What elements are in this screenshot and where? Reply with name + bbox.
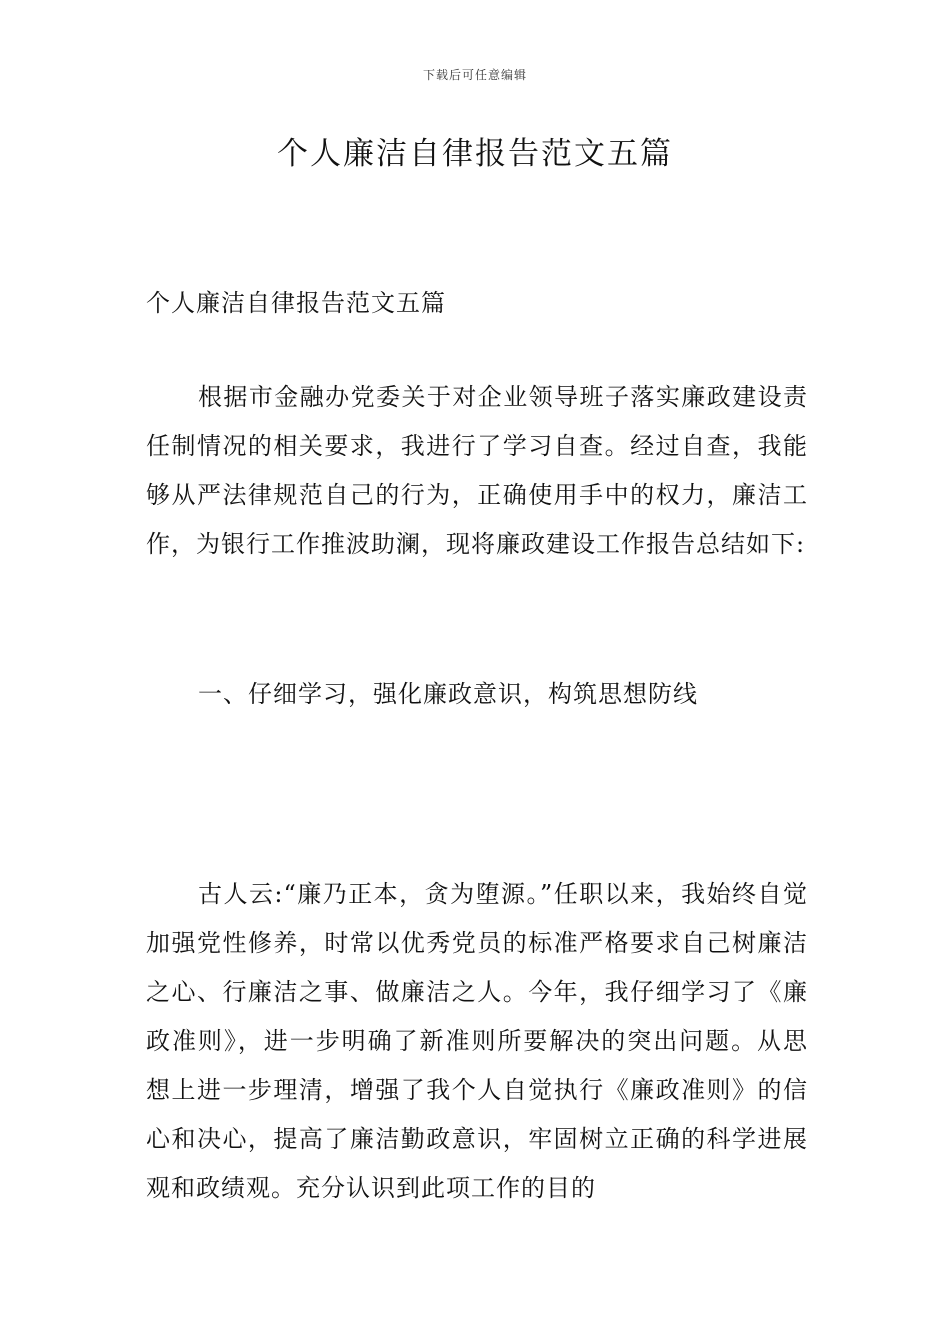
header-note: 下载后可任意编辑 (422, 68, 527, 82)
paragraph-section-1: 古人云:“廉乃正本，贪为堕源。”任职以来，我始终自觉加强党性修养，时常以优秀党员的标准严格要求自己树廉洁之心、行廉洁之事、做廉洁之人。今年，我仔细学习了《廉政准则》，进一步明确了新准则所要解决的突出问题。从思想上进一步理清，增强了我个人自觉执行《廉政准则》的信心和决心，提高了廉洁勤政意识，牢固树立正确的科学进展观和政绩观。充分认识到此项工作的目的 (146, 880, 808, 1202)
document-subtitle: 个人廉洁自律报告范文五篇 (146, 289, 446, 317)
document-title: 个人廉洁自律报告范文五篇 (277, 136, 673, 172)
section-heading-1: 一、仔细学习，强化廉政意识，构筑思想防线 (198, 680, 698, 708)
paragraph-intro: 根据市金融办党委关于对企业领导班子落实廉政建设责任制情况的相关要求，我进行了学习自查。经过自查，我能够从严法律规范自己的行为，正确使用手中的权力，廉洁工作，为银行工作推波助澜，现将廉政建设工作报告总结如下: (146, 383, 808, 558)
